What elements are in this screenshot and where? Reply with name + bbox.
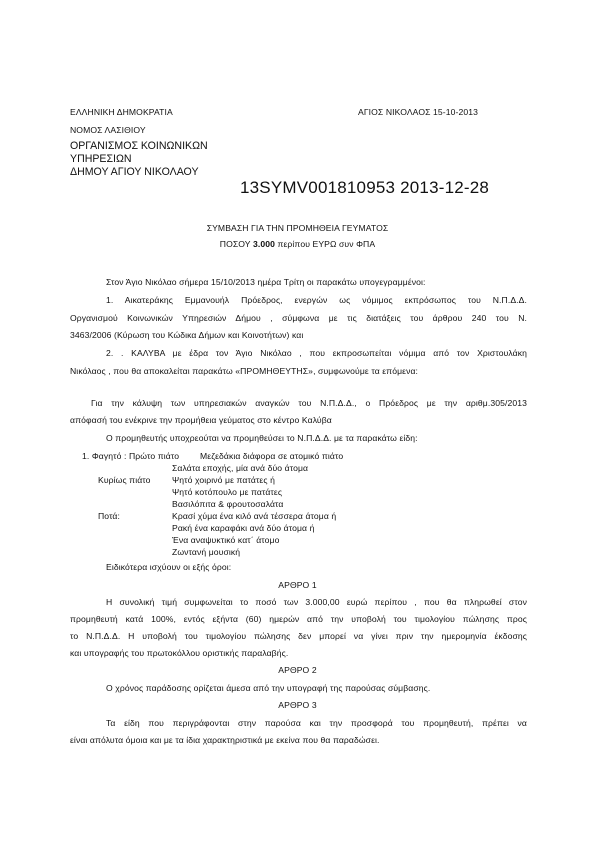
contract-amount-line xyxy=(0,239,595,249)
intro-text: Στον Άγιο Νικόλαο σήμερα 15/10/2013 ημέρα Τρίτη οι παρακάτω υπογεγραμμένοι: xyxy=(106,277,426,287)
decision-line1: Για την κάλυψη των υπηρεσιακών αναγκών του Ν.Π.Δ.Δ., ο Πρόεδρος με την αριθμ.305/2013 xyxy=(91,398,527,408)
article1-heading: ΑΡΘΡΟ 1 xyxy=(278,580,317,590)
amount-value: 3.000 xyxy=(252,239,275,249)
drinks-item: Ρακή ένα καραφάκι ανά δύο άτομα ή xyxy=(172,523,315,533)
org-name-line2: ΥΠΗΡΕΣΙΩΝ xyxy=(70,153,132,165)
party1-line2: Οργανισμού Κοινωνικών Υπηρεσιών Δήμου , σύμφωνα με τις διατάξεις του άρθρου 240 του Ν. xyxy=(70,313,527,323)
terms-intro: Ειδικότερα ισχύουν οι εξής όροι: xyxy=(106,562,232,572)
article1-line3: το Ν.Π.Δ.Δ. Η υποβολή του τιμολογίου πώλησης δεν μπορεί να γίνει πριν την ημερομηνία έκδοσης xyxy=(70,631,527,641)
place-date: ΑΓΙΟΣ ΝΙΚΟΛΑΟΣ 15-10-2013 xyxy=(358,107,478,117)
org-name-line3: ΔΗΜΟΥ ΑΓΙΟΥ ΝΙΚΟΛΑΟΥ xyxy=(70,166,199,178)
drinks-item: Ένα αναψυκτικό κατ΄ άτομο xyxy=(172,535,280,545)
contract-title: ΣΥΜΒΑΣΗ ΓΙΑ ΤΗΝ ΠΡΟΜΗΘΕΙΑ ΓΕΥΜΑΤΟΣ xyxy=(206,223,389,233)
org-name-line1: ΟΡΓΑΝΙΣΜΟΣ ΚΟΙΝΩΝΙΚΩΝ xyxy=(70,140,208,152)
drinks-label: Ποτά: xyxy=(98,511,120,521)
article1-line4: και υπογραφής του πρωτοκόλλου οριστικής παραλαβής. xyxy=(70,648,289,658)
first-course-item: Μεζεδάκια διάφορα σε ατομικό πιάτο xyxy=(200,451,344,461)
salad-item: Σαλάτα εποχής, μία ανά δύο άτομα xyxy=(172,463,309,473)
article1-line2: προμηθευτή κατά 100%, εντός εξήντα (60) ημερών από την υποβολή του τιμολογίου πώλησης προς xyxy=(70,614,527,624)
main-course-item: Βασιλόπιτα & φρουτοσαλάτα xyxy=(172,499,284,509)
article3-heading: ΑΡΘΡΟ 3 xyxy=(278,700,317,710)
party1-line1: 1. Αικατεράκης Εμμανουήλ Πρόεδρος, ενεργών ως νόμιμος εκπρόσωπος του Ν.Π.Δ.Δ. xyxy=(106,295,527,305)
document-id: 13SYMV001810953 2013-12-28 xyxy=(240,178,490,197)
drinks-item: Κρασί χύμα ένα κιλό ανά τέσσερα άτομα ή xyxy=(172,511,337,521)
main-course-label: Κυρίως πιάτο xyxy=(98,475,151,485)
article3-line2: είναι απόλυτα όμοια και με τα ίδια χαρακτηριστικά με εκείνα που θα παραδώσει. xyxy=(70,735,380,745)
decision-line2: απόφασή του ενέκρινε την προμήθεια γεύματος στο κέντρο Καλύβα xyxy=(70,415,332,425)
article2-line1: Ο χρόνος παράδοσης ορίζεται άμεσα από την υπογραφή της παρούσας σύμβασης. xyxy=(106,683,431,693)
amount-prefix: ΠΟΣΟΥ xyxy=(219,239,253,249)
obligation-text: Ο προμηθευτής υποχρεούται να προμηθεύσει το Ν.Π.Δ.Δ. με τα παρακάτω είδη: xyxy=(106,433,418,443)
party2-line2: Νικόλαος , που θα αποκαλείται παρακάτω «ΠΡΟΜΗΘΕΥΤΗΣ», συμφωνούμε τα επόμενα: xyxy=(70,366,419,376)
amount-suffix: περίπου ΕΥΡΩ συν ΦΠΑ xyxy=(274,239,376,249)
article2-heading: ΑΡΘΡΟ 2 xyxy=(278,665,317,675)
article3-line1: Τα είδη που περιγράφονται στην παρούσα και την προσφορά του προμηθευτή, πρέπει να xyxy=(106,718,527,728)
prefecture-label: ΝΟΜΟΣ ΛΑΣΙΘΙΟΥ xyxy=(70,125,146,135)
main-course-item: Ψητό κοτόπουλο με πατάτες xyxy=(172,487,283,497)
republic-label: ΕΛΛΗΝΙΚΗ ΔΗΜΟΚΡΑΤΙΑ xyxy=(70,107,173,117)
first-course-label: 1. Φαγητό : Πρώτο πιάτο xyxy=(82,451,180,461)
drinks-item: Ζωντανή μουσική xyxy=(172,547,241,557)
article1-line1: Η συνολική τιμή συμφωνείται το ποσό των 3.000,00 ευρώ περίπου , που θα πληρωθεί στον xyxy=(106,597,527,607)
party1-line3: 3463/2006 (Κύρωση του Κώδικα Δήμων και Κοινοτήτων) και xyxy=(70,330,304,340)
party2-line1: 2. . ΚΑΛΥΒΑ με έδρα τον Άγιο Νικόλαο , που εκπροσωπείται νόμιμα από τον Χριστουλάκη xyxy=(106,348,527,358)
main-course-item: Ψητό χοιρινό με πατάτες ή xyxy=(172,475,275,485)
